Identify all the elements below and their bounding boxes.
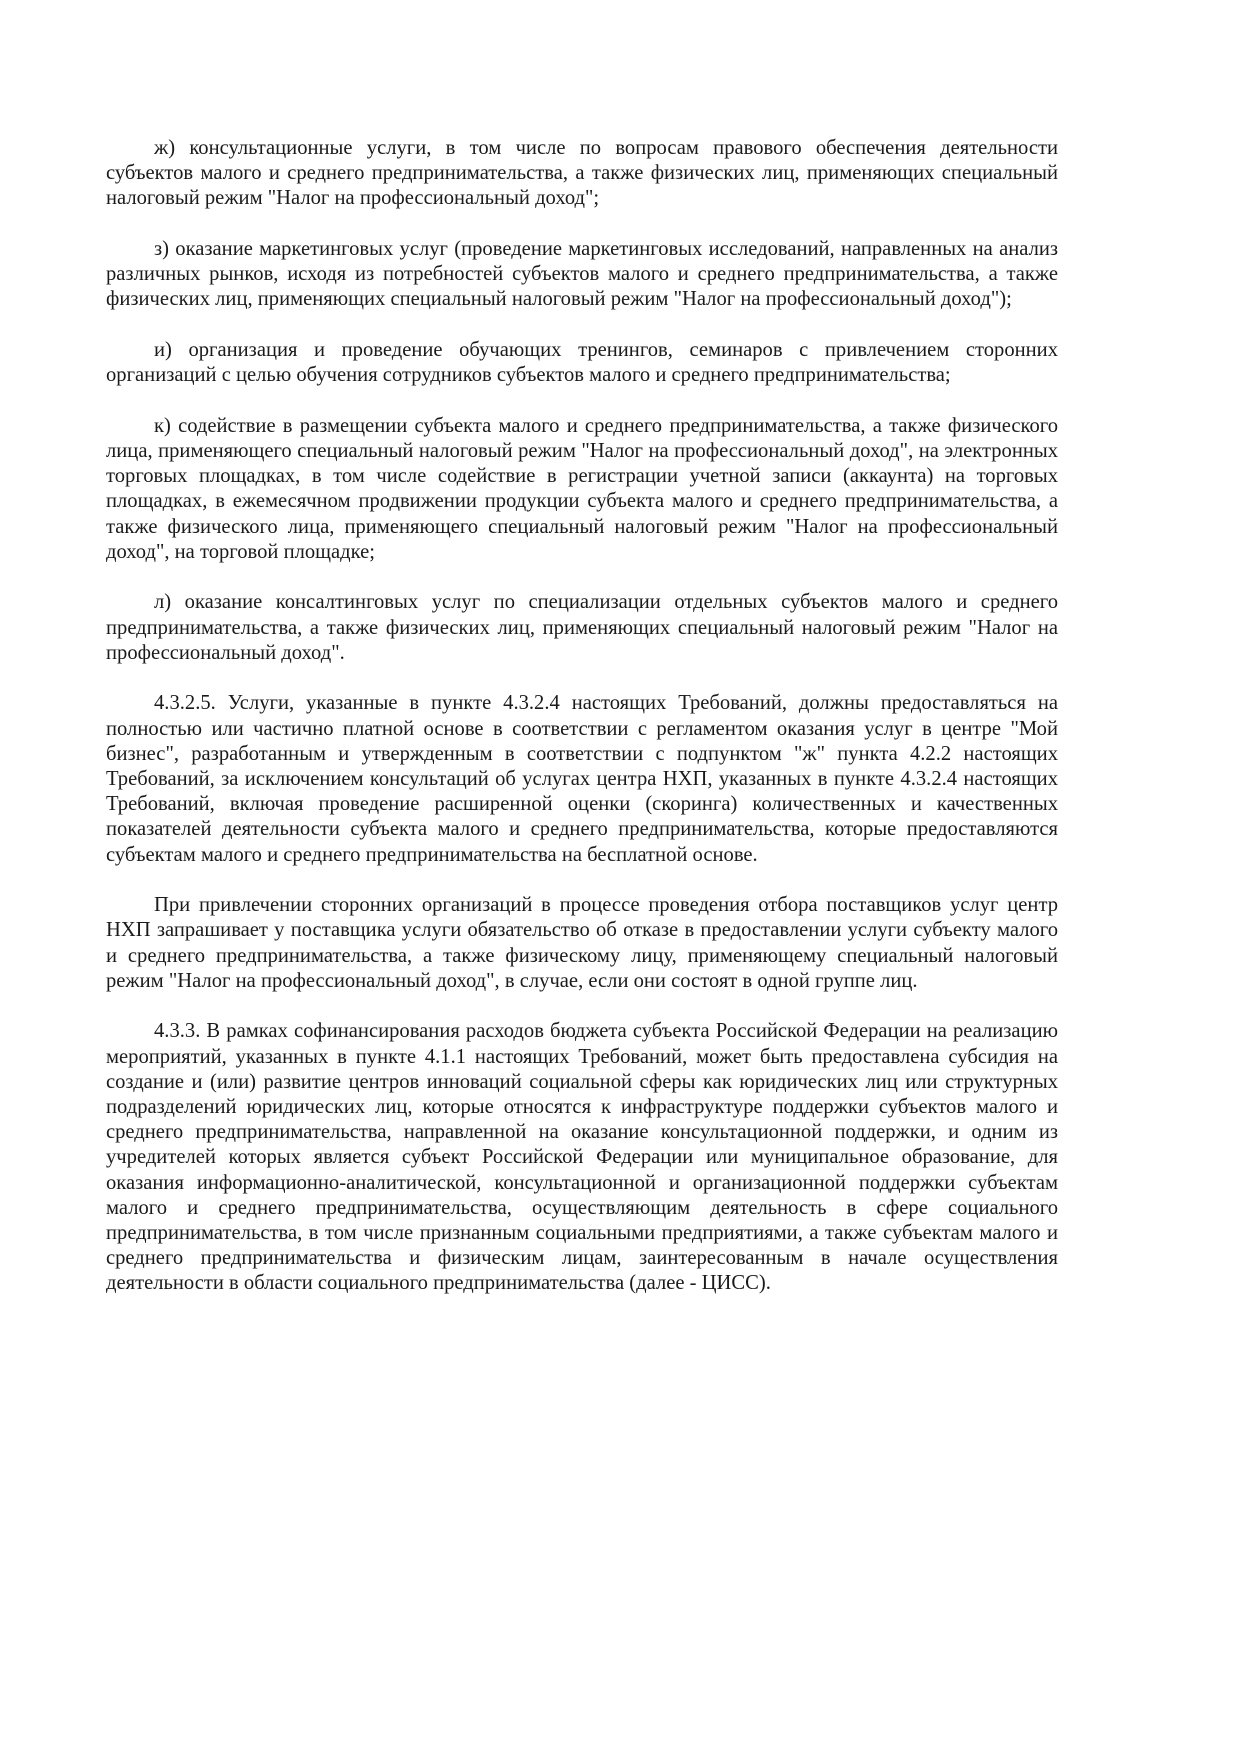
paragraph-section-4-3-2-5: 4.3.2.5. Услуги, указанные в пункте 4.3.2.4 настоящих Требований, должны предоставляться на полностью или частично платной основе в соответствии с регламентом оказания услуг в центре "Мой бизнес", разработанным и утвержденным в соответствии с подпунктом "ж" пункта 4.2.2 настоящих Требований, за исключением консультаций об услугах центра НХП, указанных в пункте 4.3.2.4 настоящих Требований, включая проведение расширенной оценки (скоринга) количественных и качественных показателей деятельности субъекта малого и среднего предпринимательства, которые предоставляются субъектам малого и среднего предпринимательства на бесплатной основе. (106, 692, 1058, 866)
paragraph-item-l: л) оказание консалтинговых услуг по специализации отдельных субъектов малого и среднего предпринимательства, а также физических лиц, применяющих специальный налоговый режим "Налог на профессиональный доход". (106, 591, 1058, 664)
paragraph-item-k: к) содействие в размещении субъекта малого и среднего предпринимательства, а также физического лица, применяющего специальный налоговый режим "Налог на профессиональный доход", на электронных торговых площадках, в том числе содействие в регистрации учетной записи (аккаунта) на торговых площадках, в ежемесячном продвижении продукции субъекта малого и среднего предпринимательства, а также физического лица, применяющего специальный налоговый режим "Налог на профессиональный доход", на торговой площадке; (106, 414, 1058, 563)
paragraph-item-z: з) оказание маркетинговых услуг (проведение маркетинговых исследований, направленных на анализ различных рынков, исходя из потребностей субъектов малого и среднего предпринимательства, а также физических лиц, применяющих специальный налоговый режим "Налог на профессиональный доход"); (106, 238, 1058, 311)
paragraph-item-zh: ж) консультационные услуги, в том числе по вопросам правового обеспечения деятельности субъектов малого и среднего предпринимательства, а также физических лиц, применяющих специальный налоговый режим "Налог на профессиональный доход"; (106, 137, 1058, 210)
document-page (106, 136, 1058, 1322)
paragraph-section-4-3-3: 4.3.3. В рамках софинансирования расходов бюджета субъекта Российской Федерации на реализацию мероприятий, указанных в пункте 4.1.1 настоящих Требований, может быть предоставлена субсидия на создание и (или) развитие центров инноваций социальной сферы как юридических лиц или структурных подразделений юридических лиц, которые относятся к инфраструктуре поддержки субъектов малого и среднего предпринимательства, направленной на оказание консультационной поддержки, и одним из учредителей которых является субъект Российской Федерации или муниципальное образование, для оказания информационно-аналитической, консультационной и организационной поддержки субъектам малого и среднего предпринимательства, осуществляющим деятельность в сфере социального предпринимательства, в том числе признанным социальными предприятиями, а также субъектам малого и среднего предпринимательства и физическим лицам, заинтересованным в начале осуществления деятельности в области социального предпринимательства (далее - ЦИСС). (106, 1020, 1058, 1295)
paragraph-third-party-organizations: При привлечении сторонних организаций в процессе проведения отбора поставщиков услуг центр НХП запрашивает у поставщика услуги обязательство об отказе в предоставлении услуги субъекту малого и среднего предпринимательства, а также физическому лицу, применяющему специальный налоговый режим "Налог на профессиональный доход", в случае, если они состоят в одной группе лиц. (106, 894, 1058, 992)
paragraph-item-i: и) организация и проведение обучающих тренингов, семинаров с привлечением сторонних организаций с целью обучения сотрудников субъектов малого и среднего предпринимательства; (106, 339, 1058, 387)
